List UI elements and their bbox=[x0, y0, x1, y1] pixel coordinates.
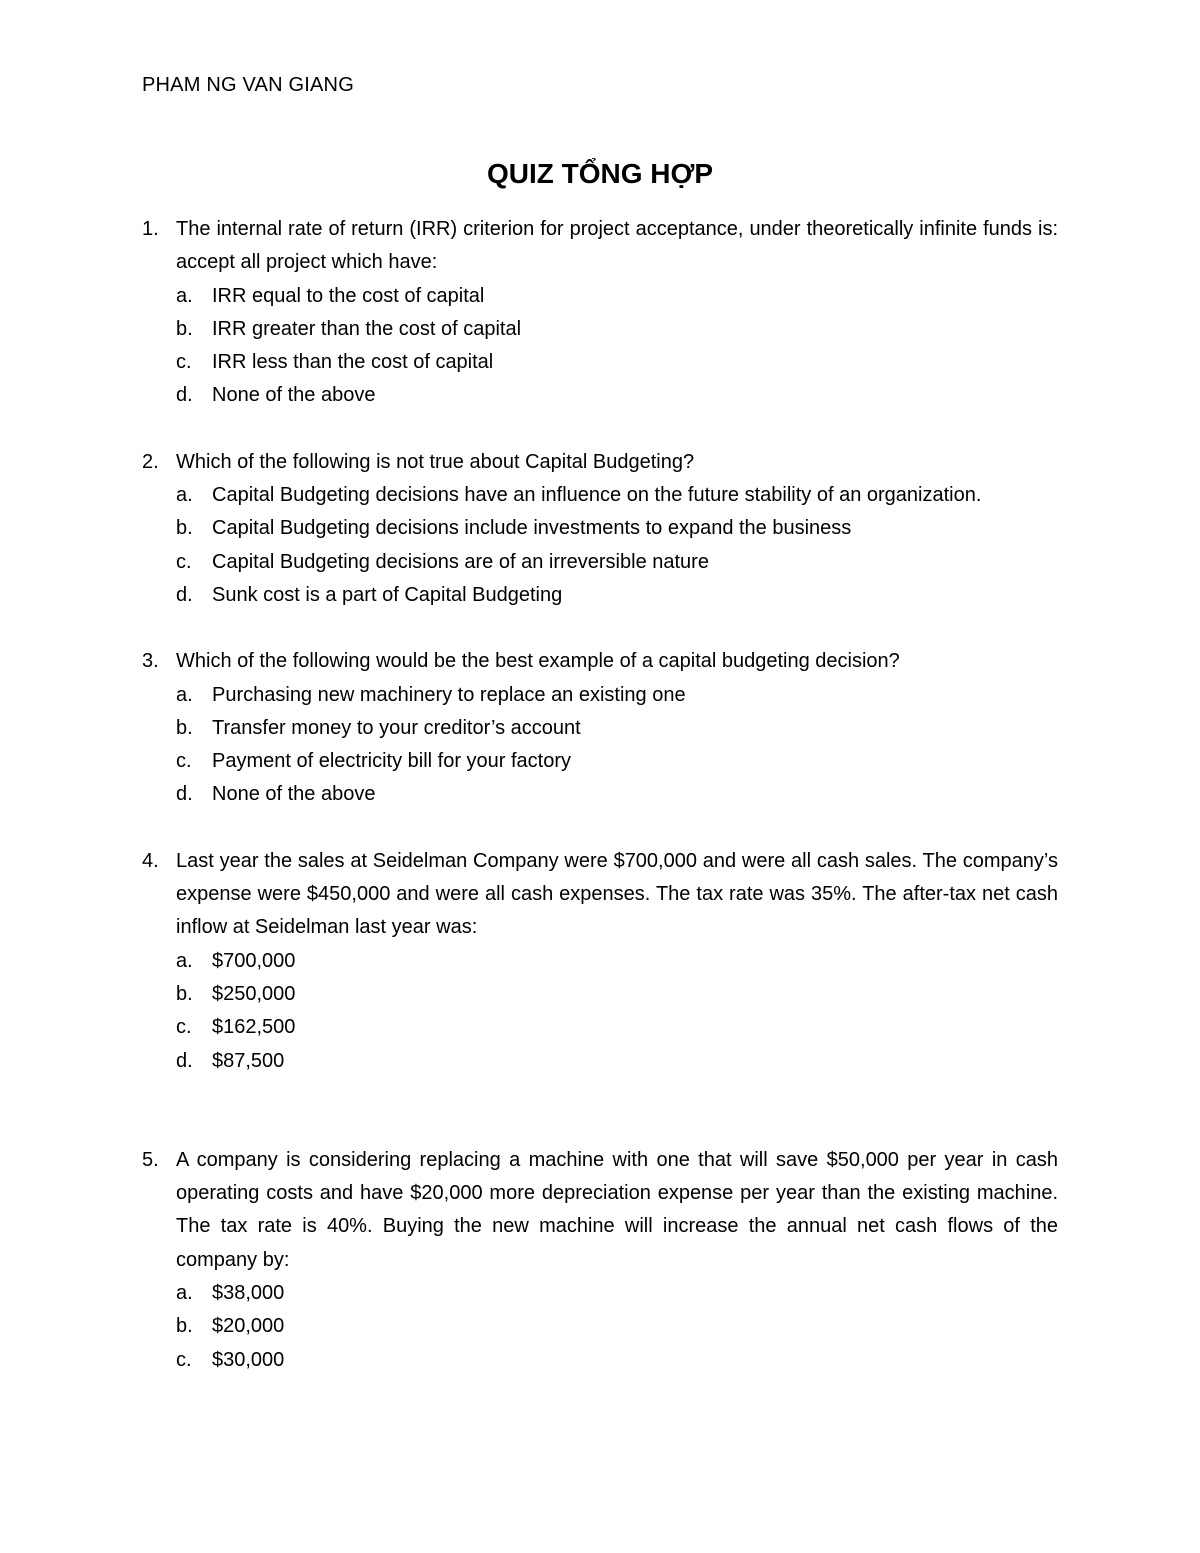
question-text: Which of the following would be the best example of a capital budgeting decision? bbox=[176, 650, 900, 673]
option-c bbox=[176, 346, 1058, 379]
question-number: 1. bbox=[142, 218, 159, 240]
option-letter: d. bbox=[176, 1049, 193, 1072]
option-text: None of the above bbox=[212, 783, 376, 806]
option-letter: a. bbox=[176, 1282, 193, 1305]
option-b bbox=[176, 512, 1058, 545]
option-letter: d. bbox=[176, 783, 193, 806]
option-text: IRR greater than the cost of capital bbox=[212, 317, 522, 340]
option-letter: c. bbox=[176, 351, 192, 374]
option-b bbox=[176, 1310, 1058, 1343]
option-list bbox=[176, 479, 1058, 612]
option-b bbox=[176, 313, 1058, 346]
question-number: 3. bbox=[142, 650, 159, 673]
option-d bbox=[176, 379, 1058, 412]
option-letter: b. bbox=[176, 716, 193, 739]
option-text: None of the above bbox=[212, 384, 376, 407]
question-list bbox=[142, 213, 1058, 1377]
question-text: A company is considering replacing a machine with one that will save $50,000 per year in cash operating costs and have $20,000 more depreciation expense per year than the existing machine. The tax rate is 40%. Buying the new machine will increase the annual net cash flows of the company by: bbox=[176, 1148, 1058, 1271]
option-list bbox=[176, 280, 1058, 413]
option-text: $30,000 bbox=[212, 1348, 285, 1371]
question-3 bbox=[142, 645, 1058, 811]
option-letter: a. bbox=[176, 949, 193, 972]
option-text: IRR less than the cost of capital bbox=[212, 351, 494, 374]
option-c bbox=[176, 745, 1058, 778]
page-title: QUIZ TỔNG HỢP bbox=[486, 158, 714, 189]
option-list bbox=[176, 945, 1058, 1078]
question-text: Last year the sales at Seidelman Company were $700,000 and were all cash sales. The company’s expense were $450,000 and were all cash expenses. The tax rate was 35%. The after-tax net cash inflow at Seidelman last year was: bbox=[176, 849, 1058, 939]
page-header-author: PHAM NG VAN GIANG bbox=[142, 74, 354, 96]
question-2 bbox=[142, 446, 1058, 612]
option-d bbox=[176, 1045, 1058, 1078]
option-list bbox=[176, 1277, 1058, 1377]
question-5 bbox=[142, 1144, 1058, 1377]
option-text: Capital Budgeting decisions are of an irreversible nature bbox=[212, 550, 709, 573]
option-letter: b. bbox=[176, 1315, 193, 1338]
option-text: $162,500 bbox=[212, 1016, 296, 1039]
option-d bbox=[176, 579, 1058, 612]
question-number: 5. bbox=[142, 1148, 159, 1171]
option-text: $20,000 bbox=[212, 1315, 285, 1338]
question-4 bbox=[142, 845, 1058, 1078]
question-text: The internal rate of return (IRR) criterion for project acceptance, under theoretically infinite funds is: accept all project which have: bbox=[176, 218, 1058, 274]
option-a bbox=[176, 679, 1058, 712]
option-text: $700,000 bbox=[212, 949, 296, 972]
option-letter: b. bbox=[176, 517, 193, 540]
option-letter: c. bbox=[176, 1016, 192, 1039]
option-c bbox=[176, 546, 1058, 579]
option-letter: b. bbox=[176, 317, 193, 340]
option-a bbox=[176, 479, 1058, 512]
option-text: Capital Budgeting decisions include investments to expand the business bbox=[212, 517, 852, 540]
option-text: IRR equal to the cost of capital bbox=[212, 284, 485, 307]
question-number: 4. bbox=[142, 849, 159, 872]
option-c bbox=[176, 1011, 1058, 1044]
option-letter: a. bbox=[176, 284, 193, 307]
option-letter: c. bbox=[176, 750, 192, 773]
option-b bbox=[176, 978, 1058, 1011]
option-list bbox=[176, 679, 1058, 812]
option-letter: d. bbox=[176, 583, 193, 606]
option-letter: b. bbox=[176, 982, 193, 1005]
option-b bbox=[176, 712, 1058, 745]
option-text: $87,500 bbox=[212, 1049, 285, 1072]
question-1 bbox=[142, 213, 1058, 413]
option-letter: a. bbox=[176, 484, 193, 507]
question-text: Which of the following is not true about Capital Budgeting? bbox=[176, 450, 695, 473]
option-text: Sunk cost is a part of Capital Budgeting bbox=[212, 583, 563, 606]
option-c bbox=[176, 1344, 1058, 1377]
option-a bbox=[176, 945, 1058, 978]
option-text: $38,000 bbox=[212, 1282, 285, 1305]
question-number: 2. bbox=[142, 450, 159, 473]
option-letter: d. bbox=[176, 384, 193, 407]
option-text: Payment of electricity bill for your factory bbox=[212, 750, 572, 773]
option-text: $250,000 bbox=[212, 982, 296, 1005]
option-text: Capital Budgeting decisions have an influence on the future stability of an organization. bbox=[212, 484, 982, 507]
option-letter: c. bbox=[176, 550, 192, 573]
option-a bbox=[176, 280, 1058, 313]
option-letter: c. bbox=[176, 1348, 192, 1371]
option-text: Transfer money to your creditor’s account bbox=[212, 716, 581, 739]
option-d bbox=[176, 778, 1058, 811]
option-a bbox=[176, 1277, 1058, 1310]
option-letter: a. bbox=[176, 683, 193, 706]
option-text: Purchasing new machinery to replace an existing one bbox=[212, 683, 686, 706]
